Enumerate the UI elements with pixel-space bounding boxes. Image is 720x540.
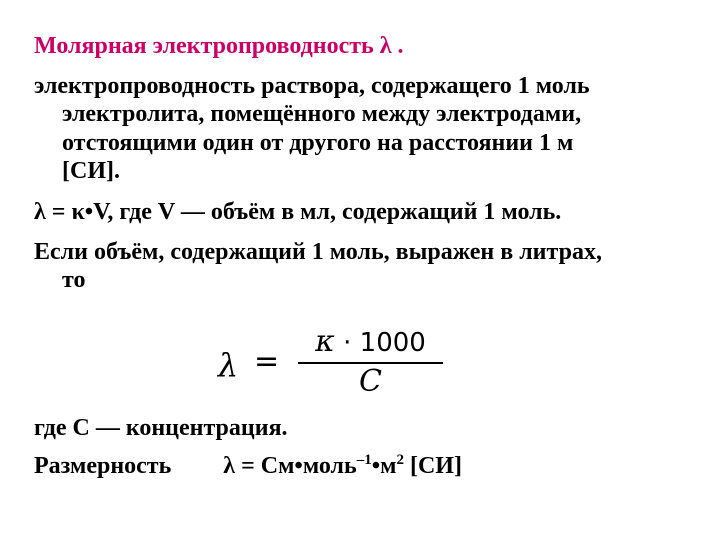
units-exponent-1: –1 bbox=[356, 452, 372, 468]
formula-equals: = bbox=[254, 344, 280, 379]
molar-conductivity-formula bbox=[218, 324, 448, 399]
formula-numerator bbox=[298, 324, 443, 359]
units-label: Размерность bbox=[34, 453, 172, 479]
formula-numerator-rest: · 1000 bbox=[334, 328, 426, 358]
units-mid: •м bbox=[371, 453, 397, 479]
definition-line-3: отстоящими один от другого на расстоянии 1 м bbox=[62, 130, 574, 156]
formula-lambda: λ bbox=[218, 346, 239, 384]
units-line bbox=[34, 452, 462, 480]
formula-denominator: C bbox=[359, 364, 382, 399]
units-exponent-2: 2 bbox=[396, 452, 404, 468]
concentration-note: где С — концентрация. bbox=[34, 415, 288, 441]
definition-line-1: электропроводность раствора, содержащего 1 моль bbox=[34, 73, 590, 99]
slide-title: Молярная электропроводность λ . bbox=[34, 33, 404, 59]
units-suffix: [СИ] bbox=[403, 453, 462, 479]
units-lambda-eq: λ = См•моль bbox=[223, 453, 357, 479]
liters-note-line-2: то bbox=[62, 267, 86, 293]
liters-note-line-1: Если объём, содержащий 1 моль, выражен в литрах, bbox=[34, 239, 602, 265]
definition-line-2: электролита, помещённого между электродами, bbox=[62, 101, 582, 127]
definition-line-4: [СИ]. bbox=[62, 158, 120, 184]
relation-line: λ = κ•V, где V — объём в мл, содержащий 1 моль. bbox=[34, 199, 562, 225]
formula-kappa: κ bbox=[315, 324, 335, 359]
